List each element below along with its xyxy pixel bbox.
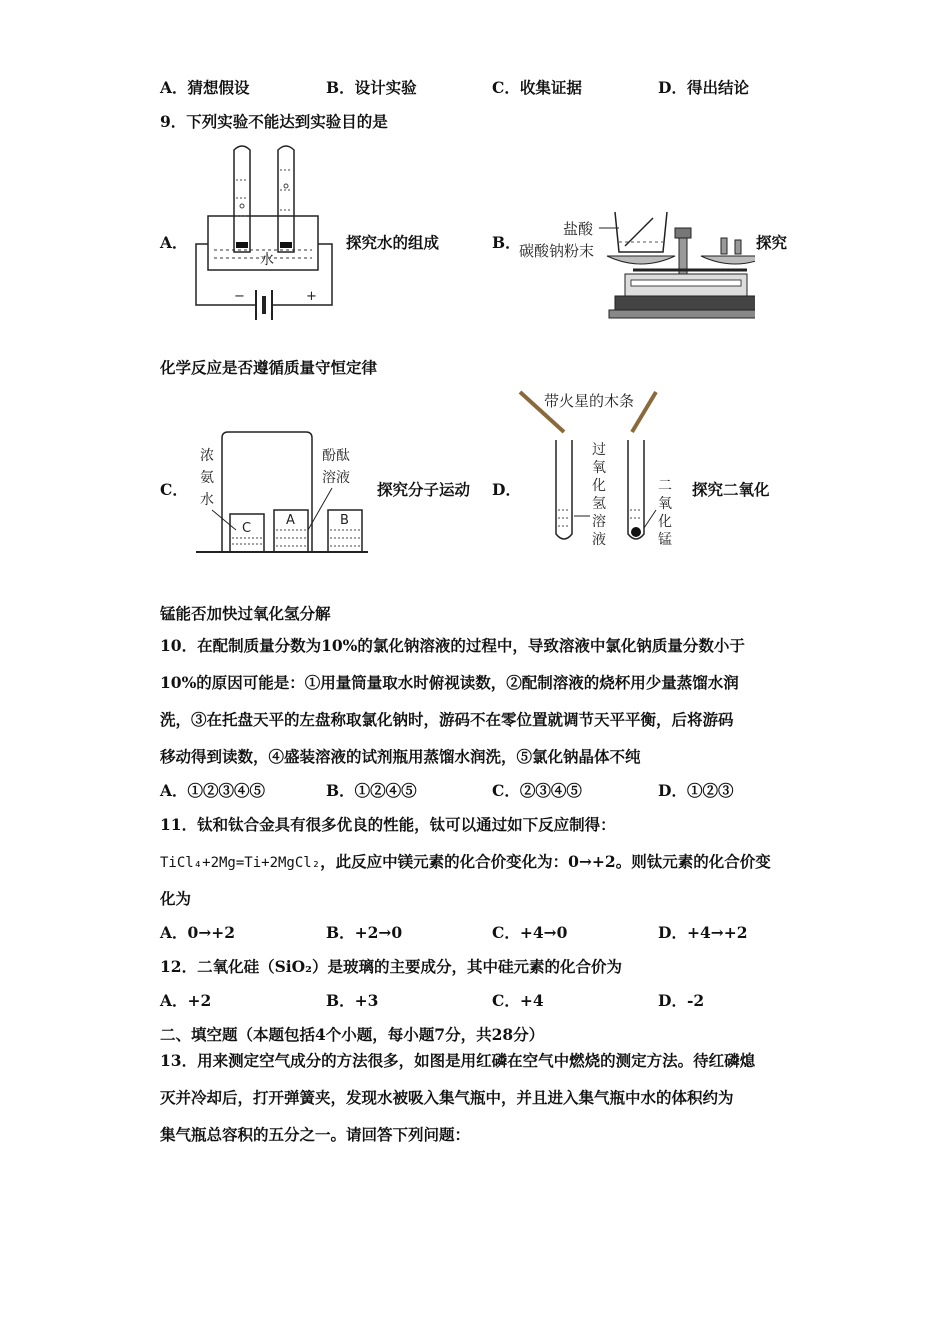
electrolysis-apparatus-figure [190,140,340,325]
q11-line-1: 11．钛和钛合金具有很多优良的性能，钛可以通过如下反应制得： [160,815,616,834]
q10-option-d[interactable]: D．①②③ [658,781,734,800]
beaker-b-label: B [340,513,349,528]
q12-option-a[interactable]: A．+2 [160,991,212,1010]
q12-option-d[interactable]: D．-2 [658,991,705,1010]
q12-option-b[interactable]: B．+3 [326,991,379,1010]
phenol-label-2: 溶液 [322,470,350,486]
q9-option-b-letter[interactable]: B． [492,233,521,252]
q13-line-1: 13．用来测定空气成分的方法很多，如图是用红磷在空气中燃烧的测定方法。待红磷熄 [160,1051,756,1070]
q9-stem: 9．下列实验不能达到实验目的是 [160,112,388,131]
beaker-c-label: C [242,521,252,536]
balance-figure [515,200,755,325]
q11-option-c[interactable]: C．+4→0 [492,923,568,942]
q9-option-d-caption-start: 探究二氧化 [692,480,770,499]
svg-text:化: 化 [592,478,606,494]
q12-option-c[interactable]: C．+4 [492,991,544,1010]
q10-line-1: 10．在配制质量分数为10%的氯化钠溶液的过程中，导致溶液中氯化钠质量分数小于 [160,636,745,655]
q10-option-a[interactable]: A．①②③④⑤ [160,781,266,800]
ammonia-label-3: 水 [200,492,214,508]
positive-terminal: + [306,289,317,304]
q9-option-d-caption-cont: 锰能否加快过氧化氢分解 [160,604,331,623]
q9-option-c-caption: 探究分子运动 [377,480,471,499]
q10-line-4: 移动得到读数，④盛装溶液的试剂瓶用蒸馏水润洗，⑤氯化钠晶体不纯 [160,747,641,766]
q9-option-b-caption-start: 探究 [756,233,788,252]
acid-label: 盐酸 [563,220,594,238]
q10-line-3: 洗，③在托盘天平的左盘称取氯化钠时，游码不在零位置就调节天平平衡，后将游码 [160,710,734,729]
molecular-motion-figure [192,430,372,558]
q10-line-2: 10%的原因可能是：①用量筒量取水时俯视读数，②配制溶液的烧杯用少量蒸馏水润 [160,673,739,692]
svg-text:二: 二 [658,478,672,494]
splint-label: 带火星的木条 [544,392,635,410]
q9-option-c-letter[interactable]: C． [160,480,188,499]
sodium-carbonate-label: 碳酸钠粉末 [519,242,595,260]
q8-option-d[interactable]: D．得出结论 [658,78,749,97]
svg-text:锰: 锰 [658,532,672,548]
q13-line-3: 集气瓶总容积的五分之一。请回答下列问题： [160,1125,471,1144]
q11-option-b[interactable]: B．+2→0 [326,923,403,942]
negative-terminal: − [234,289,245,304]
q9-option-d-letter[interactable]: D． [492,480,521,499]
svg-text:氧: 氧 [592,460,606,476]
section-2-heading: 二、填空题（本题包括4个小题，每小题7分，共28分） [160,1025,545,1044]
q8-option-c[interactable]: C．收集证据 [492,78,582,97]
q8-option-b[interactable]: B．设计实验 [326,78,417,97]
svg-text:溶: 溶 [592,514,606,530]
q8-option-a[interactable]: A．猜想假设 [160,78,250,97]
q10-option-b[interactable]: B．①②④⑤ [326,781,417,800]
svg-text:氧: 氧 [658,496,672,512]
q9-option-b-caption-cont: 化学反应是否遵循质量守恒定律 [160,358,378,377]
q11-option-a[interactable]: A．0→+2 [160,923,236,942]
svg-text:氢: 氢 [592,496,606,512]
phenol-label-1: 酚酞 [322,448,350,464]
q11-option-d[interactable]: D．+4→+2 [658,923,748,942]
q13-line-2: 灭并冷却后，打开弹簧夹，发现水被吸入集气瓶中，并且进入集气瓶中水的体积约为 [160,1088,734,1107]
svg-text:液: 液 [592,532,606,548]
q11-line-3: 化为 [160,889,192,908]
q12-stem: 12．二氧化硅（SiO₂）是玻璃的主要成分，其中硅元素的化合价为 [160,957,622,976]
q11-line-2: TiCl₄+2Mg=Ti+2MgCl₂，此反应中镁元素的化合价变化为：0→+2。则钛元素的化合价变 [160,852,771,871]
beaker-a-label: A [286,513,295,528]
q9-option-a-letter[interactable]: A． [160,233,188,252]
q9-option-a-caption: 探究水的组成 [346,233,440,252]
ammonia-label-2: 氨 [200,470,214,486]
catalyst-figure [518,386,688,558]
q11-formula: TiCl₄+2Mg=Ti+2MgCl₂ [160,855,321,871]
svg-text:化: 化 [658,514,672,530]
ammonia-label-1: 浓 [200,448,214,464]
q10-option-c[interactable]: C．②③④⑤ [492,781,582,800]
svg-text:过: 过 [592,442,606,458]
water-label: 水 [260,252,274,268]
